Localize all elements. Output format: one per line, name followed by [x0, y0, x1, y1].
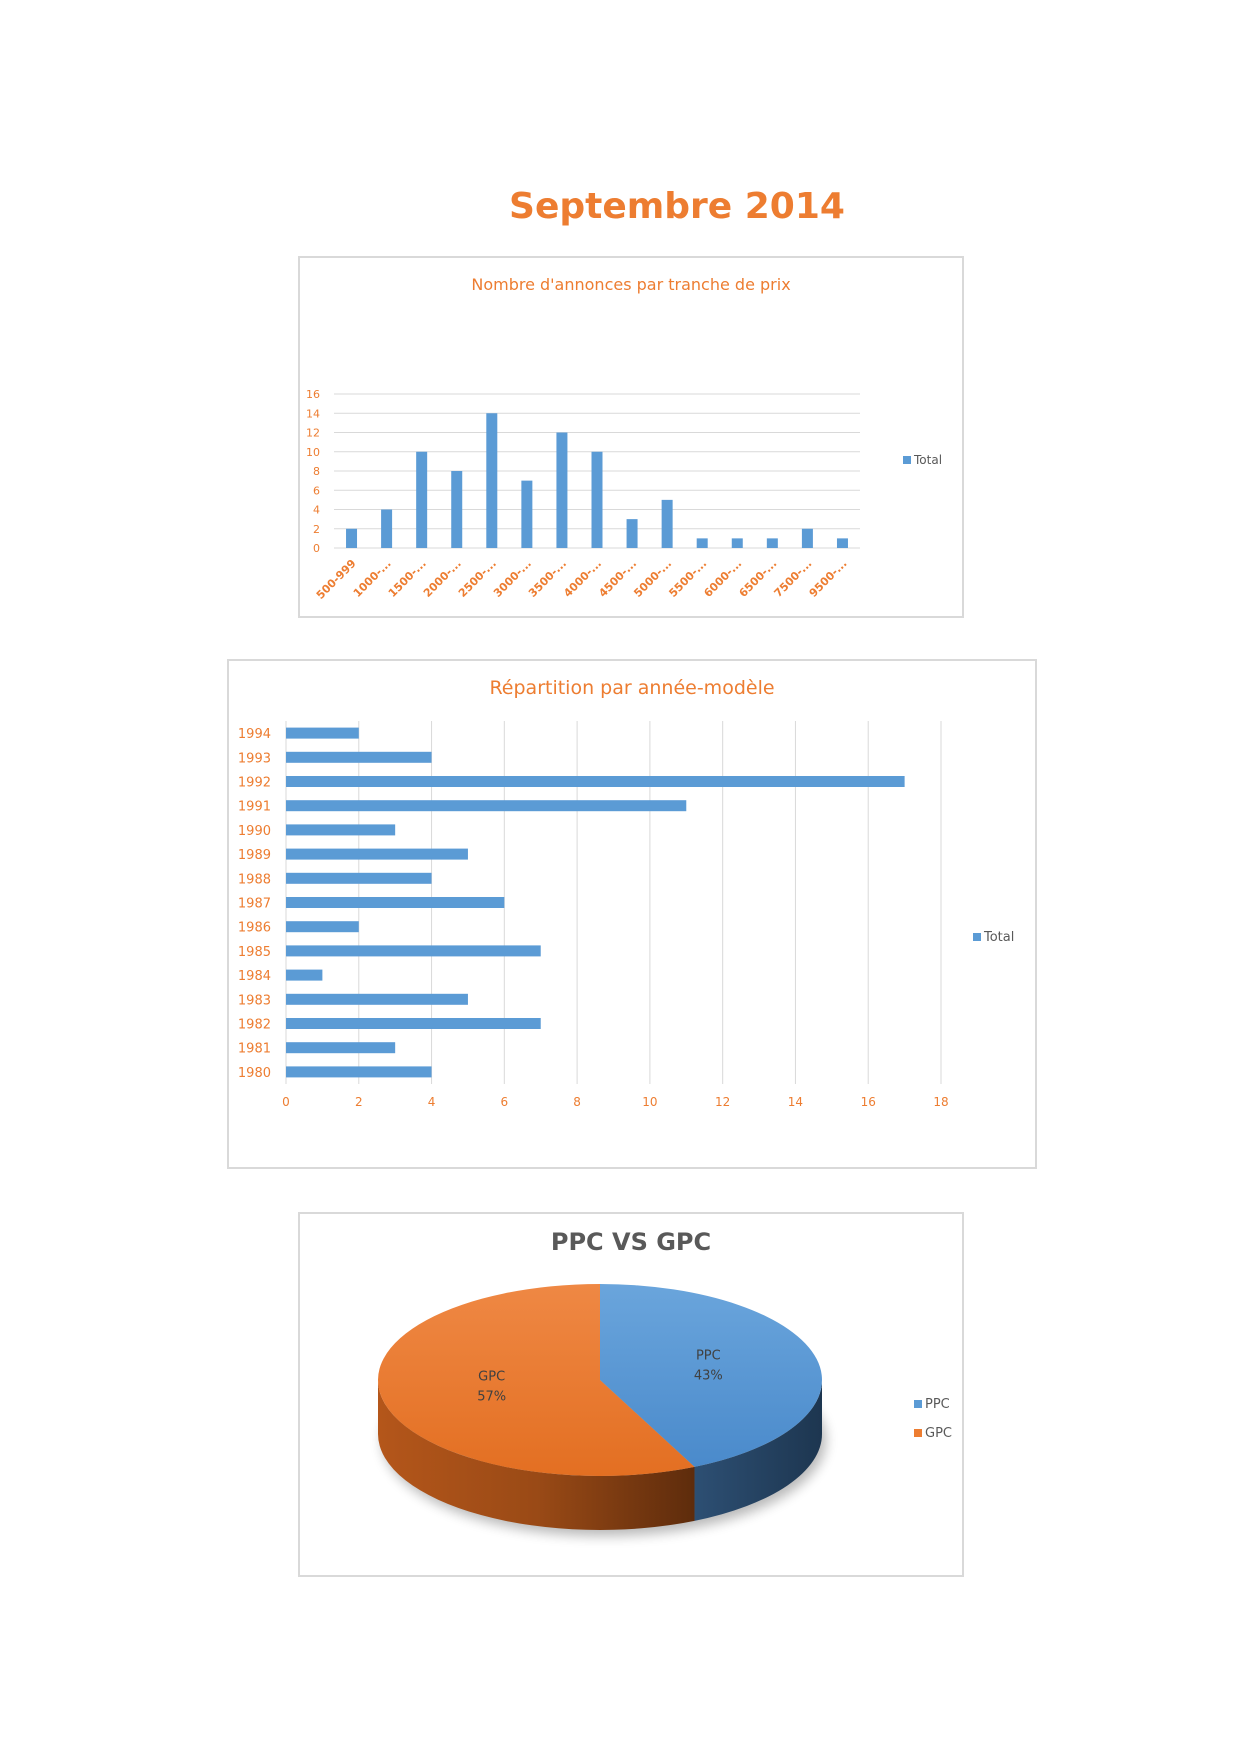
chart-title: PPC VS GPC — [550, 1228, 712, 1256]
x-tick-label: 2000-... — [420, 556, 464, 600]
x-tick-label: 4000-... — [561, 556, 605, 600]
y-tick-label: 1991 — [237, 799, 271, 815]
y-tick-label: 1993 — [237, 751, 271, 767]
bar — [286, 873, 432, 884]
x-tick-label: 9500-... — [806, 556, 850, 600]
legend-swatch — [973, 933, 981, 941]
chart-title: Nombre d'annonces par tranche de prix — [471, 275, 791, 294]
x-tick-label: 6000-... — [701, 556, 745, 600]
bar — [286, 897, 504, 908]
bar — [346, 529, 357, 548]
y-tick-label: 1987 — [237, 896, 271, 912]
bar — [416, 452, 427, 548]
model-year-chart — [227, 659, 1037, 1169]
x-tick-label: 1000-... — [350, 556, 394, 600]
bar — [732, 538, 743, 548]
bar — [767, 538, 778, 548]
bar — [662, 500, 673, 548]
x-tick-label: 2500-... — [455, 556, 499, 600]
y-tick-label: 8 — [313, 465, 320, 478]
bar — [286, 921, 359, 932]
legend-label: GPC — [925, 1426, 952, 1441]
y-tick-label: 1992 — [237, 775, 271, 791]
bar — [286, 849, 468, 860]
legend-label: PPC — [925, 1397, 950, 1412]
y-tick-label: 4 — [313, 503, 320, 517]
x-tick-label: 3000-... — [491, 556, 534, 600]
y-tick-label: 1988 — [237, 872, 271, 888]
y-tick-label: 1981 — [237, 1041, 271, 1057]
x-tick-label: 5000-... — [631, 556, 675, 600]
y-tick-label: 1984 — [237, 969, 271, 985]
x-tick-label: 12 — [715, 1095, 731, 1109]
bar — [286, 824, 395, 835]
y-tick-label: 0 — [313, 542, 320, 555]
bar — [486, 413, 497, 548]
y-tick-label: 1985 — [237, 944, 271, 960]
bar — [381, 510, 392, 549]
y-tick-label: 1986 — [237, 920, 271, 936]
x-tick-label: 7500-... — [771, 556, 815, 600]
bar — [286, 776, 905, 787]
bar — [592, 452, 603, 548]
x-tick-label: 10 — [642, 1095, 658, 1109]
bar — [521, 481, 532, 548]
x-tick-label: 8 — [573, 1095, 581, 1109]
bar — [286, 945, 541, 956]
y-tick-label: 12 — [306, 426, 320, 440]
x-tick-label: 14 — [787, 1095, 804, 1109]
y-tick-label: 2 — [313, 522, 320, 536]
ppc-gpc-chart — [298, 1212, 964, 1577]
pie-data-percent: 57% — [477, 1389, 507, 1405]
bar — [627, 519, 638, 548]
bar — [556, 433, 567, 549]
bar — [451, 471, 462, 548]
page-title: Septembre 2014 — [509, 186, 845, 227]
y-tick-label: 1989 — [237, 848, 271, 864]
x-tick-label: 500-999 — [313, 556, 359, 602]
y-tick-label: 1982 — [237, 1017, 271, 1033]
pie-data-percent: 43% — [693, 1368, 723, 1384]
legend-label: Total — [914, 453, 943, 467]
x-tick-label: 4 — [427, 1095, 436, 1109]
x-tick-label: 6500-... — [736, 556, 780, 600]
model-year-chart-svg — [229, 661, 1035, 1167]
price-range-chart-svg — [300, 258, 962, 616]
y-tick-label: 14 — [306, 407, 320, 421]
bar — [286, 800, 686, 811]
pie-data-label: PPC — [695, 1348, 721, 1364]
y-tick-label: 1990 — [237, 823, 271, 839]
x-tick-label: 18 — [933, 1095, 949, 1109]
y-tick-label: 6 — [313, 484, 320, 498]
bar — [286, 752, 432, 763]
legend-swatch — [914, 1429, 922, 1437]
x-tick-label: 4500-... — [596, 556, 640, 600]
bar — [837, 538, 848, 548]
y-tick-label: 16 — [306, 388, 320, 401]
legend-swatch — [903, 456, 911, 464]
legend-label: Total — [984, 930, 1015, 945]
bar — [286, 970, 322, 981]
y-tick-label: 1994 — [237, 727, 271, 743]
bar — [286, 1066, 432, 1077]
x-tick-label: 16 — [860, 1095, 876, 1109]
y-tick-label: 1983 — [237, 993, 271, 1009]
y-tick-label: 10 — [306, 445, 320, 459]
x-tick-label: 1500-... — [385, 556, 429, 600]
price-range-chart — [298, 256, 964, 618]
bar — [286, 728, 359, 739]
bar — [286, 1042, 395, 1053]
pie-data-label: GPC — [478, 1369, 506, 1385]
legend-swatch — [914, 1400, 922, 1408]
x-tick-label: 2 — [354, 1095, 363, 1109]
bar — [286, 1018, 541, 1029]
bar — [697, 538, 708, 548]
bar — [286, 994, 468, 1005]
x-tick-label: 6 — [500, 1095, 509, 1109]
x-tick-label: 0 — [282, 1095, 290, 1109]
y-tick-label: 1980 — [237, 1065, 271, 1081]
chart-title: Répartition par année-modèle — [489, 677, 775, 699]
ppc-gpc-chart-svg — [300, 1214, 962, 1575]
x-tick-label: 5500-... — [666, 556, 710, 600]
x-tick-label: 3500-... — [526, 556, 570, 600]
bar — [802, 529, 813, 548]
